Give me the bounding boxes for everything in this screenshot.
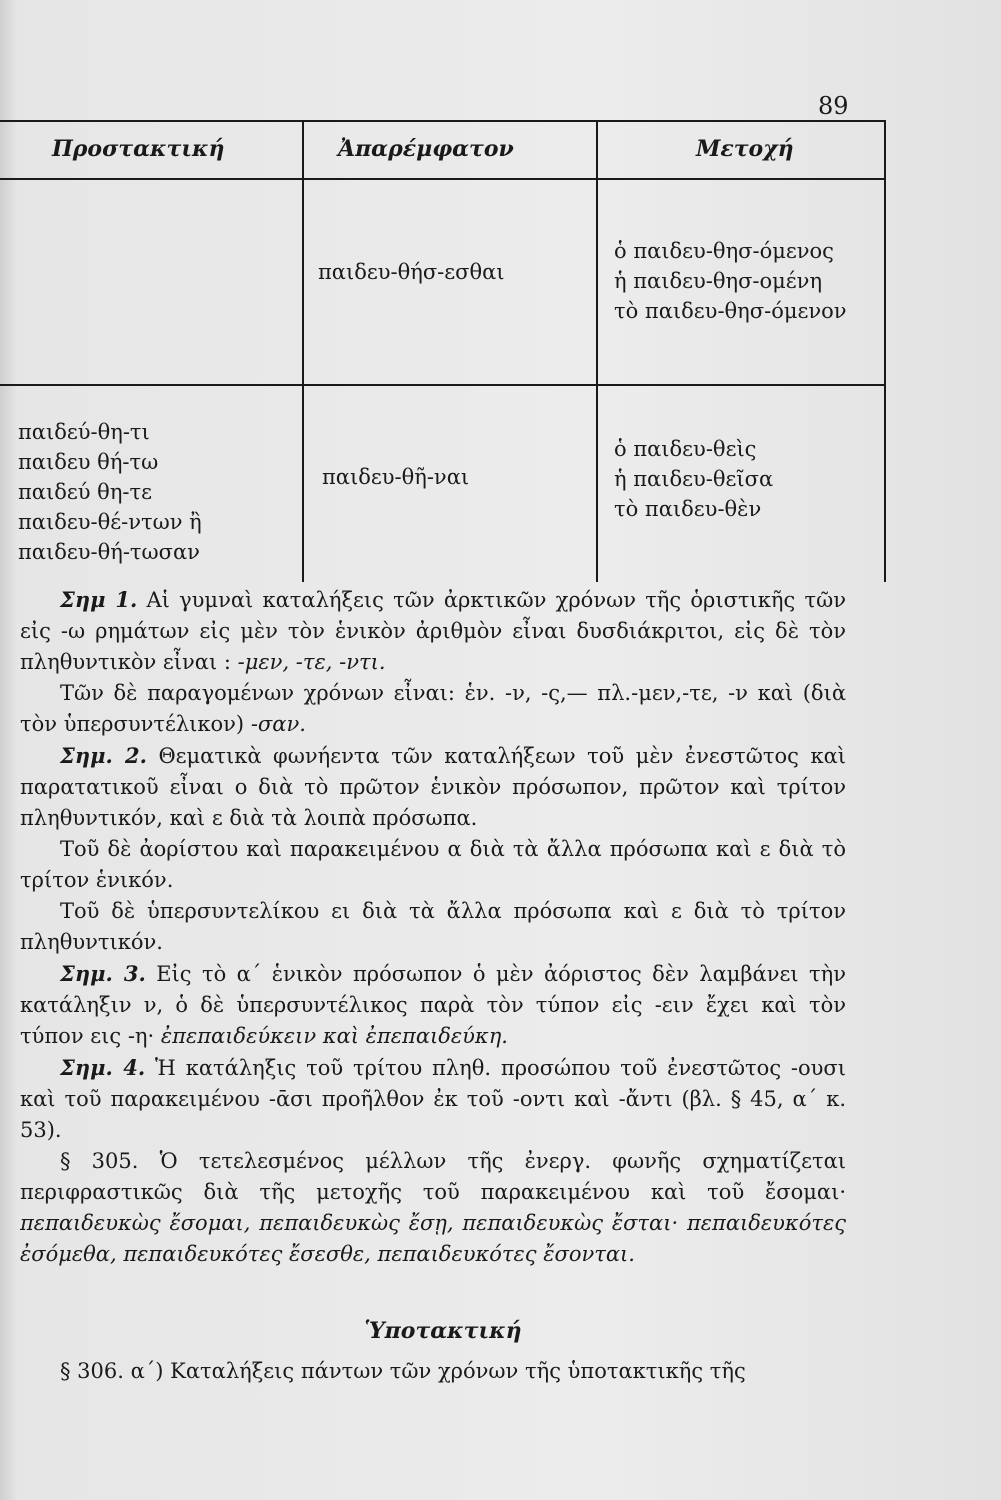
note-2c: Τοῦ δὲ ὑπερσυντελίκου ει διὰ τὰ ἄλλα πρόσωπα καὶ ε διὰ τὸ τρίτον πληθυντικόν. (20, 899, 846, 954)
section-305-text: § 305. Ὁ τετελεσμένος μέλλων τῆς ἐνεργ. φωνῆς σχηματίζεται περιφραστικῶς διὰ τῆς μετοχῆς τοῦ παρακειμένου καὶ τοῦ ἔσομαι· (20, 1149, 846, 1204)
participle-form: ὁ παιδευ-θησ-όμενος (614, 239, 834, 263)
note-1-text: Αἱ γυμναὶ καταλήξεις τῶν ἀρκτικῶν χρόνων τῆς ὁριστικῆς τῶν εἰς -ω ρημάτων εἰς μὲν τὸν ἑνικὸν ἀριθμὸν εἶναι δυσδιάκριτοι, εἰς δὲ τὸν πληθυντικὸν εἶναι : (20, 588, 846, 674)
note-4-label: Σημ. 4. (60, 1055, 146, 1080)
row-rule (0, 384, 886, 386)
imperative-form: παιδευ-θή-τωσαν (18, 540, 200, 564)
conjugation-table (0, 120, 886, 582)
row2-participle (614, 434, 773, 524)
imperative-form: παιδεύ-θη-τι (18, 420, 150, 444)
column-divider (302, 122, 304, 582)
note-1b-end: -σαν. (250, 712, 306, 736)
participle-form: ὁ παιδευ-θεὶς (614, 437, 757, 461)
notes-block (20, 584, 846, 1270)
note-2 (20, 740, 846, 834)
note-2-text: Θεματικὰ φωνήεντα τῶν καταλήξεων τοῦ μὲν ἐνεστῶτος καὶ παρατατικοῦ εἶναι ο διὰ τὸ πρῶτον ἑνικὸν πρόσωπον, πρῶτον καὶ τρίτον πληθυντικόν, καὶ ε διὰ τὰ λοιπὰ πρόσωπα. (20, 744, 846, 830)
note-3-text: Εἰς τὸ α΄ ἑνικὸν πρόσωπον ὁ μὲν ἀόριστος δὲν λαμβάνει τὴν κατάληξιν ν, ὁ δὲ ὑπερσυντέλικος παρὰ τὸν τύπον εἰς -ειν ἔχει καὶ τὸν τύπον εις -η· (20, 962, 846, 1048)
header-imperative: Προστακτική (52, 136, 225, 162)
participle-form: ἡ παιδευ-θησ-ομένη (614, 269, 823, 293)
note-4 (20, 1052, 846, 1146)
column-divider (884, 122, 886, 582)
header-infinitive: Ἀπαρέμφατον (338, 136, 514, 162)
page-number: 89 (818, 92, 849, 120)
note-2-label: Σημ. 2. (60, 743, 147, 768)
participle-form: τὸ παιδευ-θὲν (614, 497, 762, 521)
section-306: § 306. α΄) Καταλήξεις πάντων τῶν χρόνων τῆς ὑποτακτικῆς τῆς (60, 1359, 746, 1383)
note-1 (20, 584, 846, 678)
header-rule (0, 178, 886, 180)
section-305-forms: πεπαιδευκὼς ἔσομαι, πεπαιδευκὼς ἔσῃ, πεπαιδευκὼς ἔσται· πεπαιδευκότες ἐσόμεθα, πεπαιδευκότες ἔσεσθε, πεπαιδευκότες ἔσονται. (20, 1211, 846, 1266)
note-1b (20, 678, 846, 740)
note-2b: Τοῦ δὲ ἀορίστου καὶ παρακειμένου α διὰ τὰ ἄλλα πρόσωπα καὶ ε διὰ τὸ τρίτον ἑνικόν. (20, 837, 846, 892)
note-1b-text: Τῶν δὲ παραγομένων χρόνων εἶναι: ἑν. -ν, -ς,— πλ.-μεν,-τε, -ν καὶ (διὰ τὸν ὑπερσυντέλικον) (20, 681, 846, 736)
note-4-text: Ἡ κατάληξις τοῦ τρίτου πληθ. προσώπου τοῦ ἐνεστῶτος -ουσι καὶ τοῦ παρακειμένου -ᾱσι προῆλθον ἐκ τοῦ -οντι καὶ -ἄντι (βλ. § 45, α΄ κ. 53). (20, 1056, 846, 1142)
note-3-label: Σημ. 3. (60, 961, 146, 986)
note-1-label: Σημ 1. (60, 587, 138, 612)
section-306-block (20, 1356, 846, 1387)
note-1-endings: -μεν, -τε, -ντι. (237, 650, 386, 674)
row1-infinitive: παιδευ-θήσ-εσθαι (318, 260, 505, 284)
section-heading: Ὑποτακτική (364, 1318, 522, 1344)
header-participle: Μετοχή (696, 136, 794, 162)
note-3 (20, 958, 846, 1052)
row1-participle (614, 236, 847, 326)
imperative-form: παιδευ-θέ-ντων ἢ (18, 510, 202, 534)
participle-form: ἡ παιδευ-θεῖσα (614, 467, 774, 491)
imperative-form: παιδευ θή-τω (18, 450, 159, 474)
column-divider (596, 122, 598, 582)
row2-infinitive: παιδευ-θῆ-ναι (322, 465, 470, 489)
note-3-end: ἐπεπαιδεύκειν καὶ ἐπεπαιδεύκη. (160, 1024, 508, 1048)
imperative-form: παιδεύ θη-τε (18, 480, 152, 504)
section-305 (20, 1146, 846, 1270)
row2-imperative (18, 417, 202, 567)
participle-form: τὸ παιδευ-θησ-όμενον (614, 299, 847, 323)
